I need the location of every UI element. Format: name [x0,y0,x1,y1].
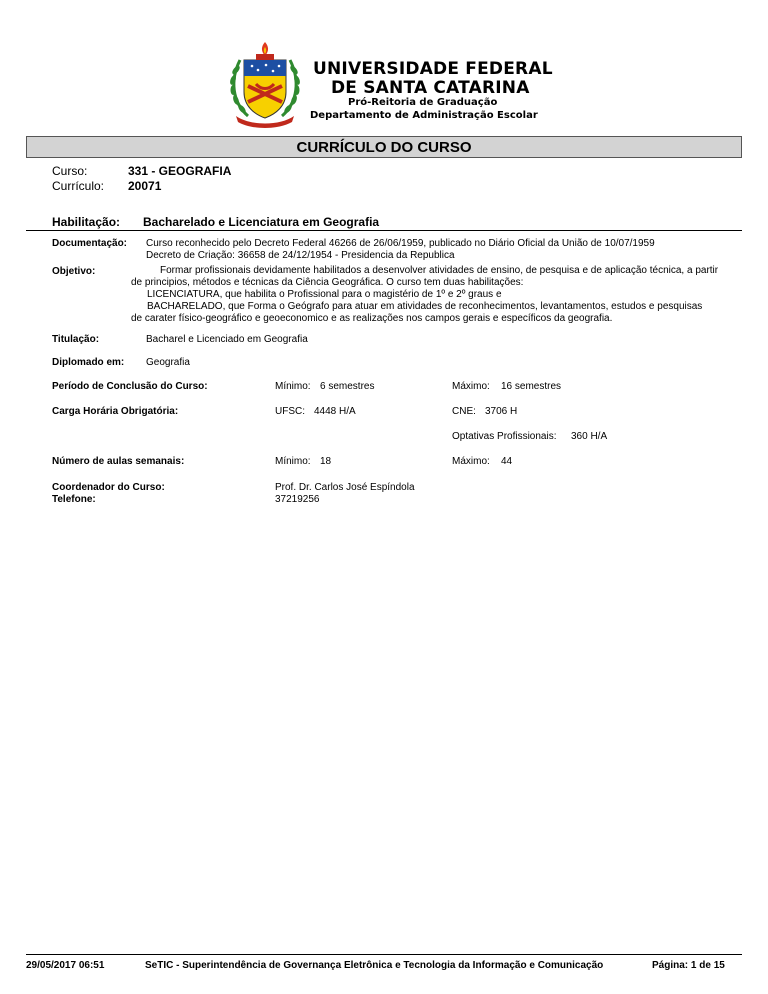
periodo-max-value: 16 semestres [501,381,562,392]
objetivo-text [131,265,743,325]
page-total: 15 [713,960,725,971]
page-current: 1 [690,960,697,971]
coordenador-value: Prof. Dr. Carlos José Espíndola [275,482,415,493]
footer-page-indicator [652,960,725,971]
periodo-min-value: 6 semestres [320,381,375,392]
university-name-line1: UNIVERSIDADE FEDERAL [313,59,553,79]
titulacao-label: Titulação: [52,334,100,345]
page-of: de [699,960,711,971]
objetivo-label: Objetivo: [52,266,96,277]
dept-line2: Departamento de Administração Escolar [310,110,538,121]
optativas-label: Optativas Profissionais: [452,431,557,442]
diplomado-value: Geografia [146,357,190,368]
telefone-value: 37219256 [275,494,320,505]
objetivo-line: BACHARELADO, que Forma o Geógrafo para atuar em atividades de reconhecimentos, levantamentos, estudos e pesquisas [147,301,703,312]
curriculo-value: 20071 [128,179,162,193]
objetivo-line: LICENCIATURA, que habilita o Profissional para o magistério de 1º e 2º graus e [147,289,502,300]
documentacao-line2: Decreto de Criação: 36658 de 24/12/1954 - Presidencia da Republica [146,250,455,261]
carga-cne-value: 3706 H [485,406,518,417]
diplomado-label: Diplomado em: [52,357,125,368]
habilitacao-value: Bacharelado e Licenciatura em Geografia [143,215,380,229]
periodo-label: Período de Conclusão do Curso: [52,381,208,392]
page-label: Página: [652,960,689,971]
periodo-min-label: Mínimo: [275,381,311,392]
objetivo-line: de principios, métodos e técnicas da Ciência Geográfica. O curso tem duas habilitações: [131,277,524,288]
university-name-line2: DE SANTA CATARINA [331,78,530,98]
carga-cne-label: CNE: [452,406,476,417]
aulas-min-value: 18 [320,456,332,467]
curriculo-label: Currículo: [52,179,105,193]
footer-org: SeTIC - Superintendência de Governança Eletrônica e Tecnologia da Informação e Comunicação [145,960,604,971]
curso-value: 331 - GEOGRAFIA [128,164,232,178]
carga-ufsc-value: 4448 H/A [314,406,356,417]
documentacao-line1: Curso reconhecido pelo Decreto Federal 46266 de 26/06/1959, publicado no Diário Oficial da União de 10/07/1959 [146,238,655,249]
titulacao-value: Bacharel e Licenciado em Geografia [146,334,308,345]
footer-datetime: 29/05/2017 06:51 [26,960,105,971]
carga-label: Carga Horária Obrigatória: [52,406,179,417]
objetivo-line: de carater físico-geográfico e geoeconomico e as realizações nos campos gerais e específicos da geografia. [131,313,613,324]
optativas-value: 360 H/A [571,431,608,442]
carga-ufsc-label: UFSC: [275,406,305,417]
telefone-label: Telefone: [52,494,96,505]
periodo-max-label: Máximo: [452,381,490,392]
coordenador-label: Coordenador do Curso: [52,482,165,493]
documentacao-label: Documentação: [52,238,128,249]
aulas-max-value: 44 [501,456,513,467]
aulas-label: Número de aulas semanais: [52,456,185,467]
habilitacao-divider [26,230,742,231]
footer-divider [26,954,742,955]
aulas-max-label: Máximo: [452,456,490,467]
curso-label: Curso: [52,164,88,178]
aulas-min-label: Mínimo: [275,456,311,467]
habilitacao-label: Habilitação: [52,215,121,229]
ufsc-coat-of-arms-icon [226,40,304,130]
dept-line1: Pró-Reitoria de Graduação [348,97,498,108]
page-title: CURRÍCULO DO CURSO [26,136,742,158]
objetivo-line: Formar profissionais devidamente habilitados a desenvolver atividades de ensino, de pesquisa e de aplicação técnica, a partir [160,265,719,276]
